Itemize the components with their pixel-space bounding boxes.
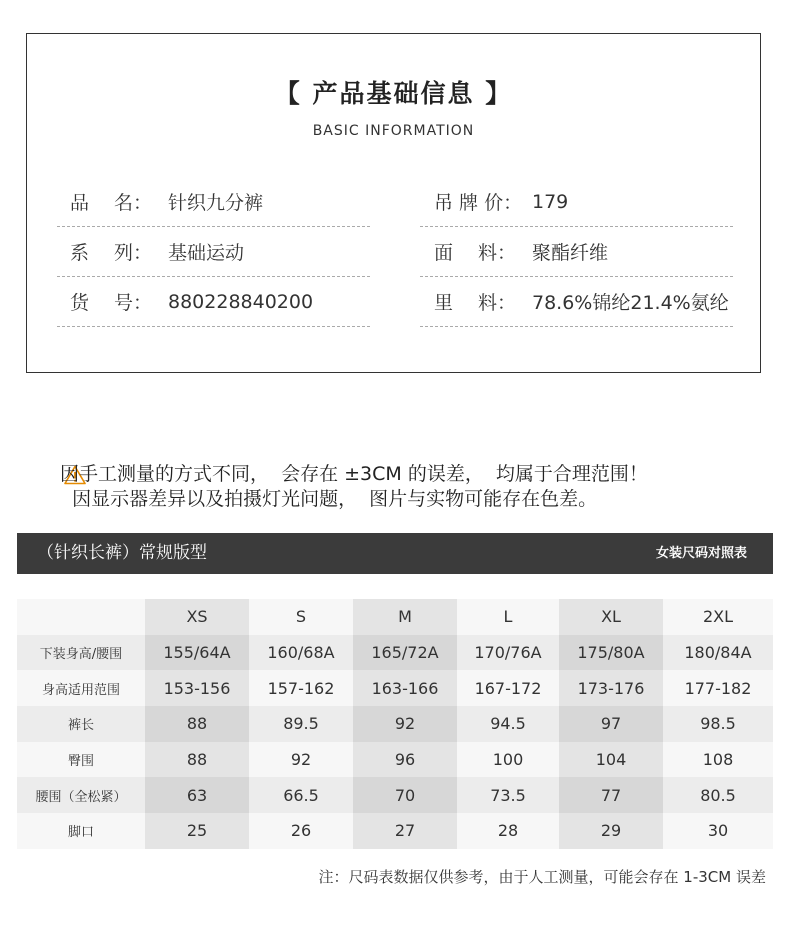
size-footnote: 注：尺码表数据仅供参考，由于人工测量，可能会存在 1-3CM 误差	[318, 868, 766, 886]
size-header-row	[17, 599, 773, 635]
table-cell: 165/72A	[353, 635, 457, 671]
size-header-cell: XL	[559, 599, 663, 635]
field-label: 里 料：	[434, 292, 517, 314]
row-label: 裤长	[17, 706, 145, 742]
table-cell: 97	[559, 706, 663, 742]
table-cell: 70	[353, 777, 457, 813]
table-row	[17, 742, 773, 778]
table-cell: 77	[559, 777, 663, 813]
field-label: 系 列：	[70, 242, 153, 264]
row-label: 下装身高/腰围	[17, 635, 145, 671]
size-chart-header	[17, 533, 773, 574]
field-label: 吊 牌 价：	[434, 192, 523, 214]
info-subtitle: BASIC INFORMATION	[312, 123, 475, 139]
row-label: 臀围	[17, 742, 145, 778]
size-header-cell: M	[353, 599, 457, 635]
field-label: 货 号：	[70, 292, 153, 314]
table-cell: 66.5	[249, 777, 353, 813]
table-cell: 104	[559, 742, 663, 778]
table-cell: 157-162	[249, 670, 353, 706]
table-cell: 73.5	[457, 777, 559, 813]
field-value: 基础运动	[168, 242, 245, 264]
notice-text-1: 因显示器差异以及拍摄灯光问题， 图片与实物可能存在色差。	[72, 488, 598, 510]
field-tag-price	[420, 177, 733, 227]
row-label: 脚口	[17, 813, 145, 849]
table-row	[17, 635, 773, 671]
table-cell: 28	[457, 813, 559, 849]
size-table	[17, 599, 773, 849]
field-product-name	[57, 177, 370, 227]
field-value: 针织九分裤	[168, 192, 264, 214]
field-value: 78.6%锦纶21.4%氨纶	[532, 292, 729, 314]
table-cell: 29	[559, 813, 663, 849]
table-cell: 163-166	[353, 670, 457, 706]
table-cell: 94.5	[457, 706, 559, 742]
table-cell: 180/84A	[663, 635, 773, 671]
size-chart-heading: （针织长裤）常规版型	[37, 543, 207, 563]
size-header-cell: S	[249, 599, 353, 635]
warning-icon	[40, 443, 62, 512]
table-cell: 80.5	[663, 777, 773, 813]
table-cell: 175/80A	[559, 635, 663, 671]
table-cell: 25	[145, 813, 249, 849]
table-row	[17, 706, 773, 742]
table-cell: 108	[663, 742, 773, 778]
table-cell: 92	[353, 706, 457, 742]
field-value: 179	[532, 190, 569, 213]
table-row	[17, 777, 773, 813]
size-chart-heading-right: 女装尺码对照表	[655, 546, 747, 561]
row-label: 腰围（全松紧）	[17, 777, 145, 813]
table-corner-cell	[17, 599, 145, 635]
table-cell: 167-172	[457, 670, 559, 706]
table-cell: 88	[145, 706, 249, 742]
table-row	[17, 813, 773, 849]
size-header-cell: XS	[145, 599, 249, 635]
size-header-cell: L	[457, 599, 559, 635]
table-cell: 92	[249, 742, 353, 778]
table-cell: 160/68A	[249, 635, 353, 671]
table-cell: 27	[353, 813, 457, 849]
basic-info-panel	[26, 33, 761, 373]
field-value: 880228840200	[168, 290, 314, 313]
field-label: 品 名：	[70, 192, 153, 214]
table-cell: 26	[249, 813, 353, 849]
table-cell: 173-176	[559, 670, 663, 706]
table-cell: 177-182	[663, 670, 773, 706]
table-cell: 89.5	[249, 706, 353, 742]
notice-line-2: 因手工测量的方式不同， 会存在 ±3CM 的误差， 均属于合理范围！	[60, 463, 648, 485]
table-cell: 155/64A	[145, 635, 249, 671]
size-header-cell: 2XL	[663, 599, 773, 635]
table-cell: 100	[457, 742, 559, 778]
field-series	[57, 227, 370, 277]
field-value: 聚酯纤维	[532, 242, 609, 264]
table-cell: 96	[353, 742, 457, 778]
field-fabric	[420, 227, 733, 277]
table-cell: 170/76A	[457, 635, 559, 671]
row-label: 身高适用范围	[17, 670, 145, 706]
field-lining	[420, 277, 733, 327]
field-label: 面 料：	[434, 242, 517, 264]
table-cell: 98.5	[663, 706, 773, 742]
field-item-number	[57, 277, 370, 327]
table-row	[17, 670, 773, 706]
info-title: 【 产品基础信息 】	[274, 79, 513, 108]
table-cell: 30	[663, 813, 773, 849]
table-cell: 153-156	[145, 670, 249, 706]
table-cell: 88	[145, 742, 249, 778]
table-cell: 63	[145, 777, 249, 813]
